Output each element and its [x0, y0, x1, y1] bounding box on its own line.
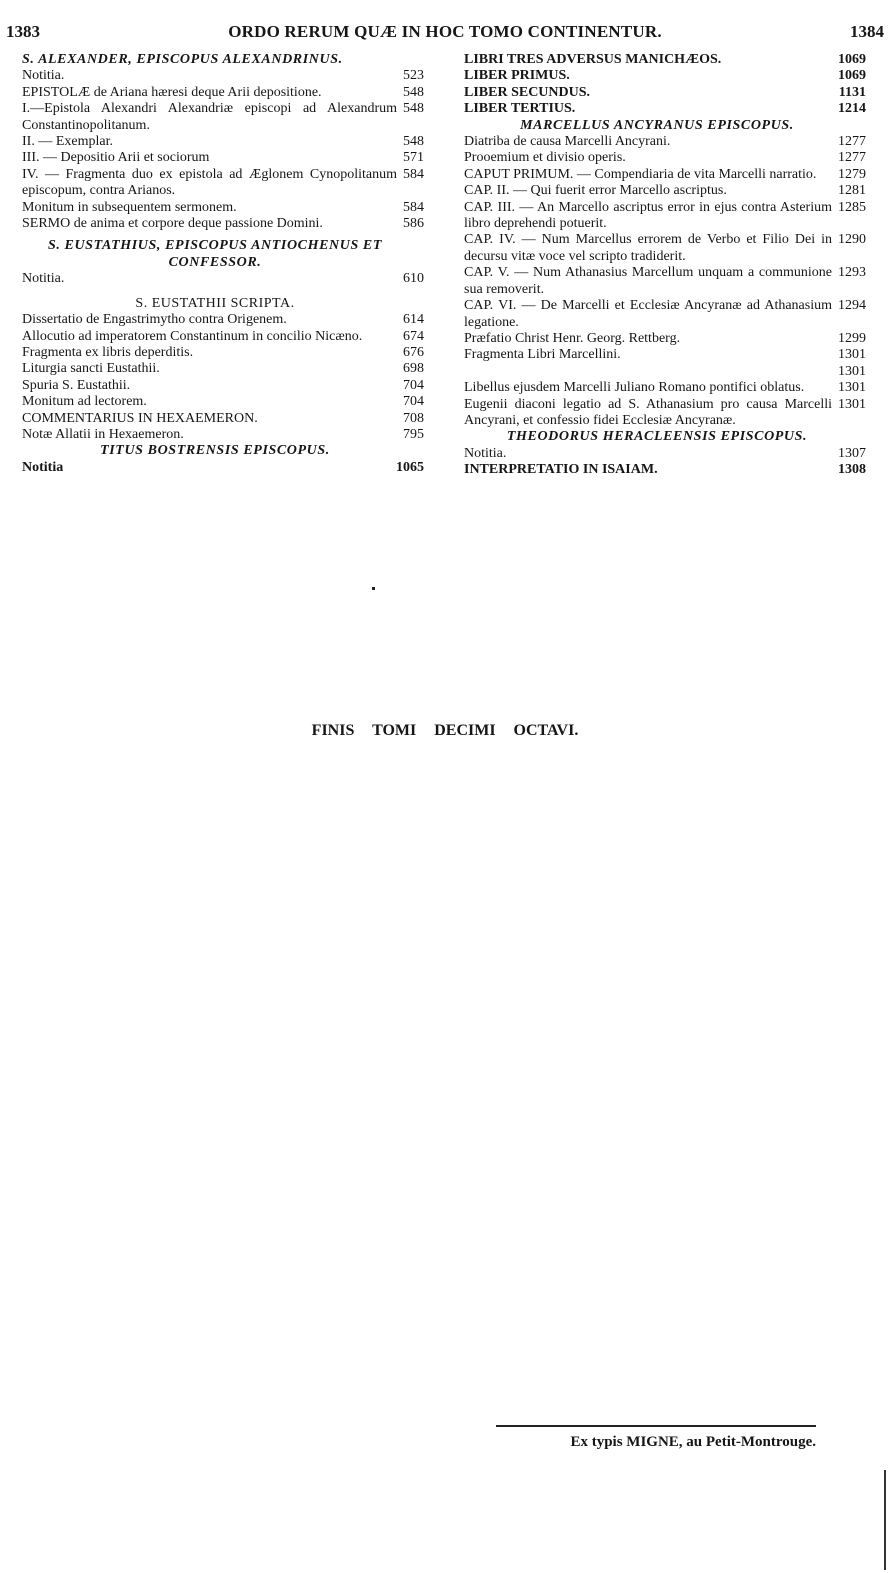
- toc-entry: Notæ Allatii in Hexaemeron. 795: [22, 426, 424, 442]
- toc-entry: II. — Exemplar. 548: [22, 134, 424, 150]
- toc-entry: Notitia 1065: [22, 459, 424, 475]
- page-edge-line: [884, 1470, 886, 1570]
- page-ref: 548: [403, 101, 424, 117]
- page-ref: 1299: [838, 330, 866, 346]
- page-ref: 795: [403, 426, 424, 442]
- eustathius-entry-list: [6, 312, 424, 443]
- toc-entry: Libellus ejusdem Marcelli Juliano Romano pontifici oblatus. 1301: [464, 380, 866, 396]
- page-ref: 584: [403, 166, 424, 182]
- page-ref: 704: [403, 377, 424, 393]
- toc-entry: Eugenii diaconi legatio ad S. Athanasium pro causa Marcelli Ancyrani, et confessio fidei Ecclesiæ Ancyranæ. 1301: [464, 396, 866, 428]
- toc-entry: Liturgia sancti Eustathii. 698: [22, 361, 424, 377]
- page-ref: 586: [403, 216, 424, 232]
- toc-entry: LIBRI TRES ADVERSUS MANICHÆOS. 1069: [464, 52, 866, 67]
- page-ref: 1290: [838, 232, 866, 248]
- page-ref: 698: [403, 361, 424, 377]
- page-ref: 1277: [838, 134, 866, 150]
- page-title: ORDO RERUM QUÆ IN HOC TOMO CONTINENTUR.: [228, 22, 662, 41]
- libri-entry-list: [448, 52, 866, 118]
- subheading-scripta: S. EUSTATHII SCRIPTA.: [135, 295, 295, 311]
- toc-entry: Dissertatio de Engastrimytho contra Origenem. 614: [22, 312, 424, 328]
- page-ref: 1277: [838, 150, 866, 166]
- toc-entry: LIBER PRIMUS. 1069: [464, 68, 866, 84]
- toc-entry: Notitia. 610: [22, 271, 424, 287]
- ink-speck: [372, 587, 375, 590]
- page-ref: 548: [403, 84, 424, 100]
- page-ref: 1308: [838, 462, 866, 478]
- page-ref: 708: [403, 410, 424, 426]
- page-ref: 1307: [838, 445, 866, 461]
- section-heading-eustathius: S. EUSTATHIUS, EPISCOPUS ANTIOCHENUS ET CONFESSOR.: [47, 238, 383, 270]
- page-ref: 1065: [396, 459, 424, 475]
- toc-entry: CAP. III. — An Marcello ascriptus error in ejus contra Asterium libro deprehendi potuerit. 1285: [464, 199, 866, 232]
- page-ref: 523: [403, 68, 424, 84]
- toc-entry: Fragmenta ex libris deperditis. 676: [22, 344, 424, 360]
- toc-entry: CAP. VI. — De Marcelli et Ecclesiæ Ancyranæ ad Athanasium legatione. 1294: [464, 298, 866, 330]
- page-ref: 1301: [838, 347, 866, 363]
- printer-imprint: Ex typis MIGNE, au Petit-Montrouge.: [570, 1434, 816, 1450]
- toc-entry: Notitia. 523: [22, 68, 424, 84]
- toc-entry: COMMENTARIUS IN HEXAEMERON. 708: [22, 410, 424, 426]
- toc-entry: I.—Epistola Alexandri Alexandriæ episcopi ad Alexandrum Constantinopolitanum. 548: [22, 101, 424, 133]
- page-ref: 1301: [838, 380, 866, 396]
- toc-entry: Prooemium et divisio operis. 1277: [464, 150, 866, 166]
- toc-entry: Allocutio ad imperatorem Constantinum in concilio Nicæno. 674: [22, 328, 424, 344]
- page-ref: 1285: [838, 199, 866, 215]
- toc-entry: INTERPRETATIO IN ISAIAM. 1308: [464, 462, 866, 478]
- toc-entry: III. — Depositio Arii et sociorum 571: [22, 150, 424, 166]
- toc-entry: Fragmenta Libri Marcellini. 1301: [464, 347, 866, 363]
- toc-entry: Præfatio Christ Henr. Georg. Rettberg. 1299: [464, 330, 866, 346]
- toc-entry: CAPUT PRIMUM. — Compendiaria de vita Marcelli narratio. 1279: [464, 166, 866, 182]
- imprint-rule: [496, 1425, 816, 1427]
- finis-line: FINIS TOMI DECIMI OCTAVI.: [311, 722, 579, 739]
- page-ref: 1301: [838, 396, 866, 412]
- page-ref: 1279: [838, 166, 866, 182]
- toc-entry: Spuria S. Eustathii. 704: [22, 377, 424, 393]
- running-header: [0, 22, 890, 44]
- toc-entry: Monitum in subsequentem sermonem. 584: [22, 199, 424, 215]
- page-ref: 614: [403, 312, 424, 328]
- toc-entry: CAP. IV. — Num Marcellus errorem de Verbo et Filio Dei in decursu vitæ voce vel scripto tradiderit. 1290: [464, 232, 866, 264]
- toc-entry: SERMO de anima et corpore deque passione Domini. 586: [22, 216, 424, 232]
- right-column: [448, 52, 866, 479]
- left-page-number: 1383: [6, 22, 40, 41]
- page-ref: 1281: [838, 183, 866, 199]
- page-ref: 571: [403, 150, 424, 166]
- toc-entry: IV. — Fragmenta duo ex epistola ad Æglonem Cynopolitanum episcopum, contra Arianos. 584: [22, 166, 424, 199]
- toc-entry: Notitia. 1307: [464, 445, 866, 461]
- toc-entry: Diatriba de causa Marcelli Ancyrani. 1277: [464, 134, 866, 150]
- page-ref: 676: [403, 344, 424, 360]
- page-ref: 584: [403, 199, 424, 215]
- section-heading-titus: TITUS BOSTRENSIS EPISCOPUS.: [100, 443, 330, 459]
- page-ref: 1069: [838, 68, 866, 84]
- section-heading-marcellus: MARCELLUS ANCYRANUS EPISCOPUS.: [520, 117, 794, 133]
- toc-entry: CAP. II. — Qui fuerit error Marcello ascriptus. 1281: [464, 183, 866, 199]
- page-ref: 1069: [838, 52, 866, 67]
- toc-entry: EPISTOLÆ de Ariana hæresi deque Arii depositione. 548: [22, 84, 424, 100]
- page-ref: 1293: [838, 265, 866, 281]
- page-ref: 1294: [838, 298, 866, 314]
- right-page-number: 1384: [850, 22, 884, 41]
- left-column: [6, 52, 424, 476]
- section-heading-theodorus: THEODORUS HERACLEENSIS EPISCOPUS.: [506, 429, 808, 445]
- toc-entry: Monitum ad lectorem. 704: [22, 394, 424, 410]
- toc-entry: LIBER SECUNDUS. 1131: [464, 84, 866, 100]
- page-ref: 704: [403, 394, 424, 410]
- page-ref: 1214: [838, 101, 866, 117]
- toc-entry: CAP. V. — Num Athanasius Marcellum unquam a communione sua removerit. 1293: [464, 265, 866, 297]
- page-ref: 1301: [838, 363, 866, 379]
- page-ref: 610: [403, 271, 424, 287]
- page-ref: 674: [403, 328, 424, 344]
- toc-entry: LIBER TERTIUS. 1214: [464, 101, 866, 117]
- page-ref: 1131: [838, 84, 866, 100]
- section-heading-alexander: S. ALEXANDER, EPISCOPUS ALEXANDRINUS.: [22, 52, 343, 67]
- page-ref: 548: [403, 134, 424, 150]
